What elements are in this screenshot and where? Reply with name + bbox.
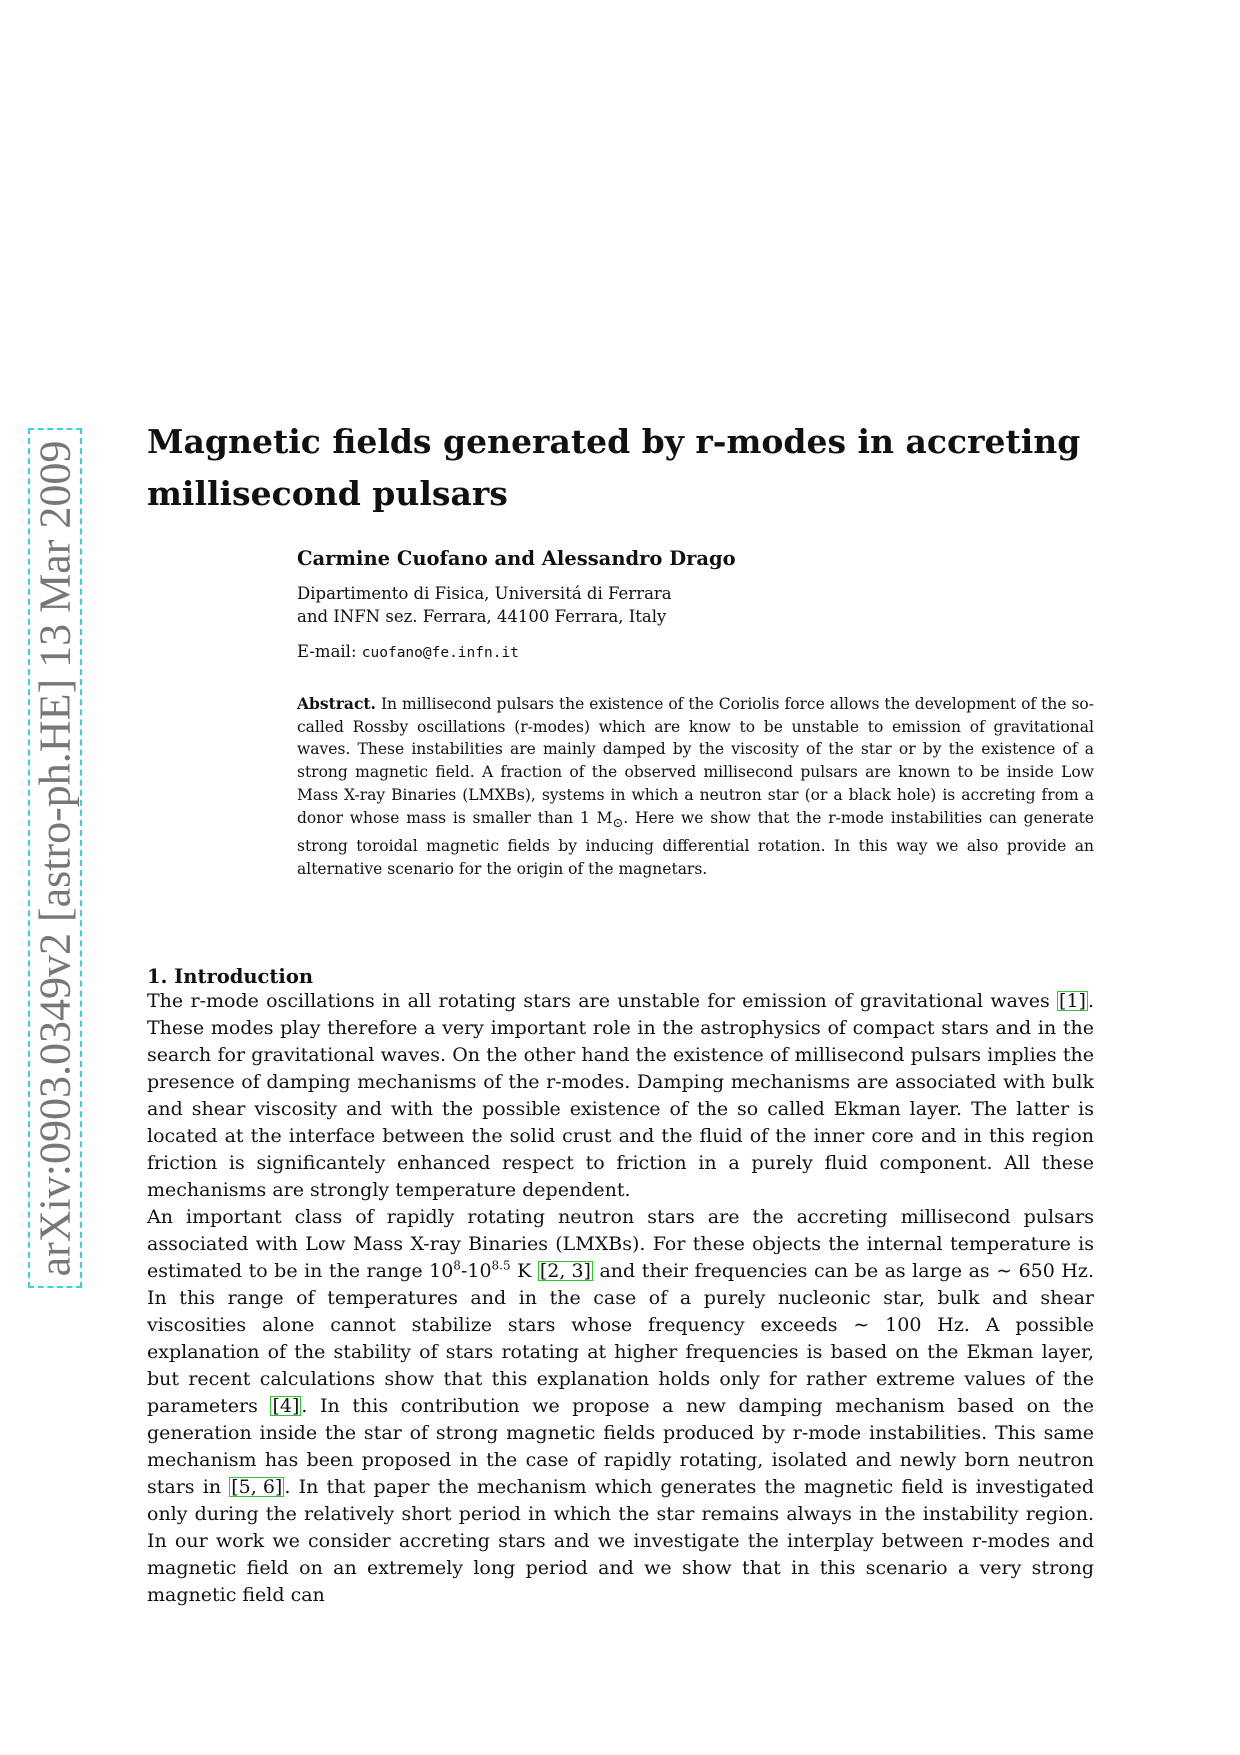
- front-matter: [297, 546, 1097, 665]
- abstract-label: Abstract.: [297, 694, 376, 713]
- citation-link-1[interactable]: [1]: [1059, 990, 1086, 1012]
- abstract-text-2: . Here we show that the r-mode instabilities can generate strong toroidal magnetic fields by inducing differential rotation. In this way we also provide an alternative scenario for the origin of the magnetars.: [297, 808, 1094, 879]
- paper-title: Magnetic fields generated by r-modes in accreting millisecond pulsars: [147, 422, 1081, 513]
- email-label: E-mail:: [297, 642, 357, 661]
- para2-text-a: An important class of rapidly rotating neutron stars are the accreting millisecond pulsars associated with Low Mass X-ray Binaries (LMXBs). For these objects the internal temperature is estimated to be in the range 10: [147, 1206, 1094, 1282]
- affiliation-line-2: and INFN sez. Ferrara, 44100 Ferrara, Italy: [297, 607, 667, 626]
- intro-paragraph-2: [147, 1204, 1094, 1609]
- exponent-8: 8: [453, 1258, 461, 1273]
- para2-text-c: K: [510, 1260, 538, 1282]
- introduction-body: [147, 988, 1094, 1609]
- abstract: [297, 693, 1094, 881]
- para1-text-b: . These modes play therefore a very important role in the astrophysics of compact stars and in the search for gravitational waves. On the other hand the existence of millisecond pulsars implies the presence of damping mechanisms of the r-modes. Damping mechanisms are associated with bulk and shear viscosity and with the possible existence of the so called Ekman layer. The latter is located at the interface between the solid crust and the fluid of the inner core and in this region friction is significantely enhanced respect to friction in a purely fluid component. All these mechanisms are strongly temperature dependent.: [147, 990, 1094, 1201]
- para2-text-f: . In that paper the mechanism which generates the magnetic field is investigated only during the relatively short period in which the star remains always in the instability region. In our work we consider accreting stars and we investigate the interplay between r-modes and magnetic field on an extremely long period and we show that in this scenario a very strong magnetic field can: [147, 1476, 1094, 1606]
- citation-link-5-6[interactable]: [5, 6]: [231, 1476, 283, 1498]
- email-address[interactable]: cuofano@fe.infn.it: [361, 645, 519, 661]
- arxiv-identifier-stamp[interactable]: [28, 428, 82, 1288]
- affiliation-line-1: Dipartimento di Fisica, Universitá di Ferrara: [297, 584, 672, 603]
- arxiv-identifier-text: arXiv:0903.0349v2 [astro-ph.HE] 13 Mar 2009: [30, 440, 80, 1276]
- section-heading-introduction: 1. Introduction: [147, 965, 314, 988]
- citation-link-2-3[interactable]: [2, 3]: [539, 1260, 591, 1282]
- intro-paragraph-1: [147, 988, 1094, 1204]
- para1-text-a: The r-mode oscillations in all rotating stars are unstable for emission of gravitational waves: [147, 990, 1058, 1012]
- authors: Carmine Cuofano and Alessandro Drago: [297, 547, 736, 570]
- email-line: [297, 640, 1097, 665]
- exponent-8-5: 8.5: [491, 1258, 511, 1273]
- citation-link-4[interactable]: [4]: [272, 1395, 300, 1417]
- para2-text-b: -10: [460, 1260, 492, 1282]
- abstract-text-1: In millisecond pulsars the existence of the Coriolis force allows the development of the so-called Rossby oscillations (r-modes) which are know to be unstable to emission of gravitational waves. These instabilities are mainly damped by the viscosity of the star or by the existence of a strong magnetic field. A fraction of the observed millisecond pulsars are known to be inside Low Mass X-ray Binaries (LMXBs), systems in which a neutron star (or a black hole) is accreting from a donor whose mass is smaller than 1 M: [297, 695, 1094, 827]
- para2-text-e: . In this contribution we propose a new damping mechanism based on the generation inside the star of strong magnetic fields produced by r-mode instabilities. This same mechanism has been proposed in the case of rapidly rotating, isolated and newly born neutron stars in: [147, 1395, 1094, 1498]
- sun-symbol: ⊙: [612, 815, 624, 831]
- para2-text-d: and their frequencies can be as large as ∼ 650 Hz. In this range of temperatures and in the case of a purely nucleonic star, bulk and shear viscosities alone cannot stabilize stars whose frequency exceeds ∼ 100 Hz. A possible explanation of the stability of stars rotating at higher frequencies is based on the Ekman layer, but recent calculations show that this explanation holds only for rather extreme values of the parameters: [147, 1260, 1094, 1417]
